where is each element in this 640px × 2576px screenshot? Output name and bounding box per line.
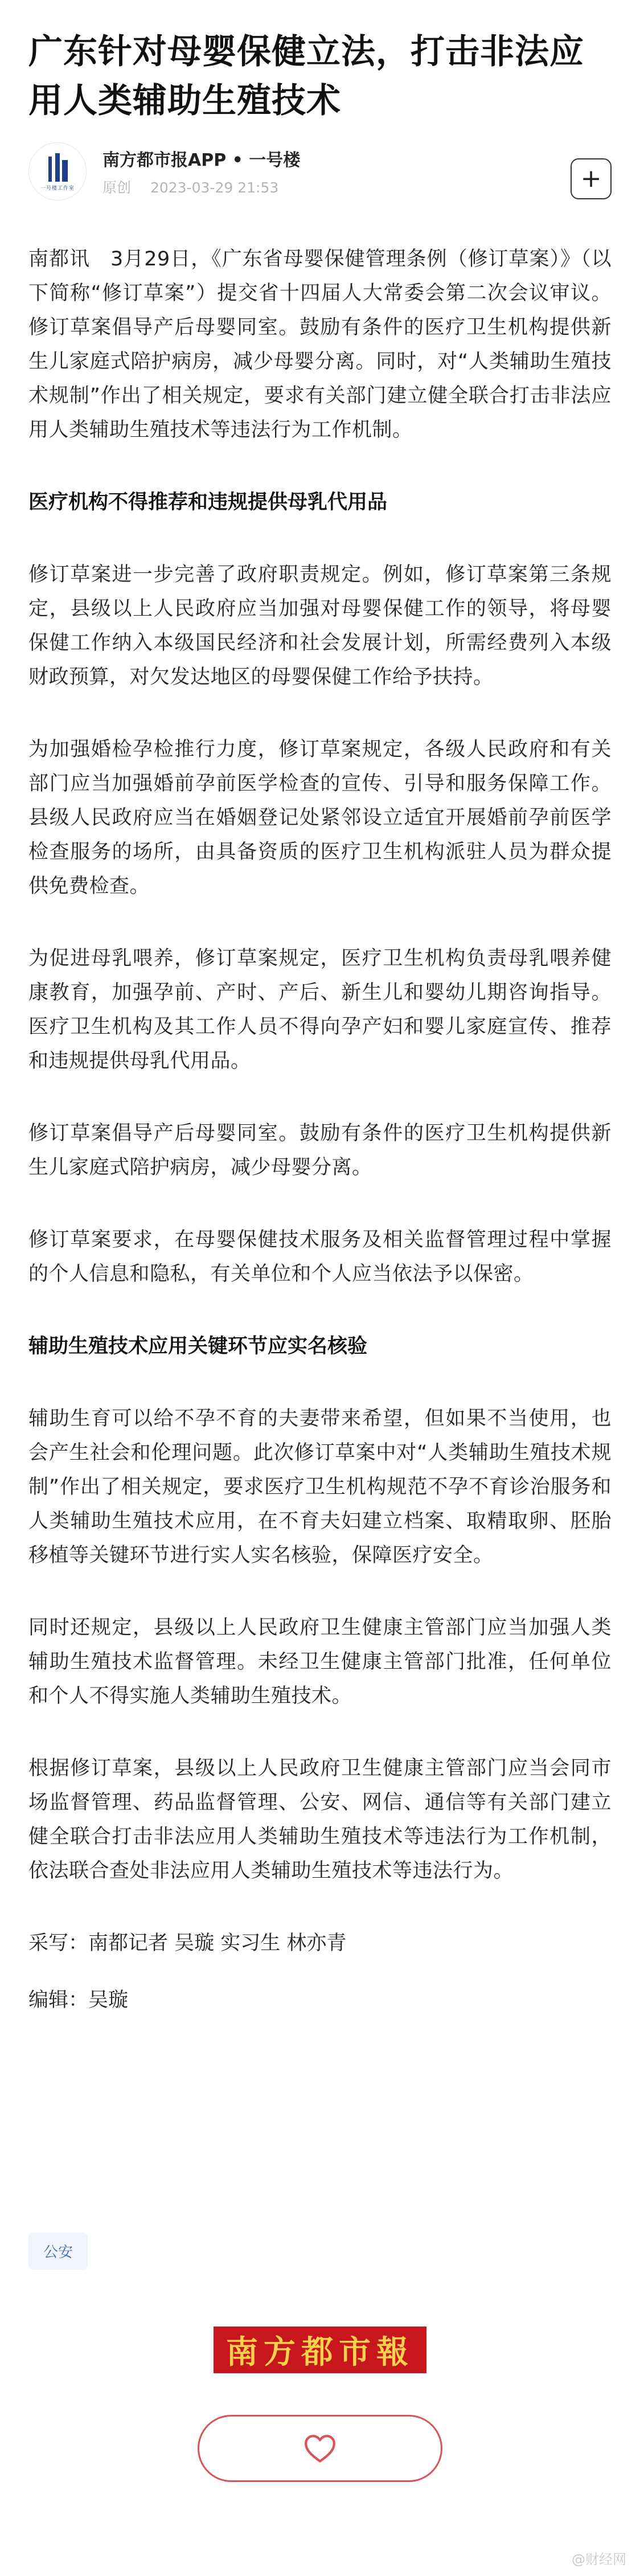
follow-button[interactable] xyxy=(571,158,612,199)
paragraph: 修订草案倡导产后母婴同室。鼓励有条件的医疗卫生机构提供新生儿家庭式陪护病房，减少母婴分离。 xyxy=(28,1122,612,1179)
author-meta xyxy=(102,177,293,197)
original-badge: 原创 xyxy=(102,179,132,196)
logo-tagline: 一号楼工作室 xyxy=(40,186,75,191)
newspaper-masthead: 南方都市報 xyxy=(214,2327,426,2373)
source-watermark: @财经网 xyxy=(572,2552,626,2567)
section-heading: 辅助生殖技术应用关键环节应实名核验 xyxy=(28,1335,368,1358)
section-heading: 医疗机构不得推荐和违规提供母乳代用品 xyxy=(28,491,388,514)
paragraph: 根据修订草案，县级以上人民政府卫生健康主管部门应当会同市场监督管理、药品监督管理、公安、网信、通信等有关部门建立健全联合打击非法应用人类辅助生殖技术等违法行为工作机制，依法联合查处非法应用人类辅助生殖技术等违法行为。 xyxy=(28,1757,612,1882)
heart-icon xyxy=(303,2434,337,2463)
logo-mark-bar-3 xyxy=(62,160,68,182)
logo-mark-bar-2 xyxy=(55,153,60,182)
topic-tag[interactable]: 公安 xyxy=(28,2233,88,2270)
editor-credit: 编辑：吴璇 xyxy=(28,1989,129,2012)
logo-mark-bar-1 xyxy=(48,157,52,182)
article-title: 广东针对母婴保健立法，打击非法应用人类辅助生殖技术 xyxy=(28,32,584,121)
plus-icon: + xyxy=(580,164,602,193)
author-name[interactable]: 南方都市报APP • 一号楼 xyxy=(102,150,301,170)
paragraph: 南都讯 3月29日，《广东省母婴保健管理条例（修订草案）》（以下简称“修订草案”）提交省十四届人大常委会第二次会议审议。修订草案倡导产后母婴同室。鼓励有条件的医疗卫生机构提供新生儿家庭式陪护病房，减少母婴分离。同时，对“人类辅助生殖技术规制”作出了相关规定，要求有关部门建立健全联合打击非法应用人类辅助生殖技术等违法行为工作机制。 xyxy=(28,248,612,441)
paragraph: 修订草案进一步完善了政府职责规定。例如，修订草案第三条规定，县级以上人民政府应当加强对母婴保健工作的领导，将母婴保健工作纳入本级国民经济和社会发展计划，所需经费列入本级财政预算，对欠发达地区的母婴保健工作给予扶持。 xyxy=(28,563,612,689)
paragraph: 为加强婚检孕检推行力度，修订草案规定，各级人民政府和有关部门应当加强婚前孕前医学检查的宣传、引导和服务保障工作。县级人民政府应当在婚姻登记处紧邻设立适宜开展婚前孕前医学检查服务的场所，由具备资质的医疗卫生机构派驻人员为群众提供免费检查。 xyxy=(28,738,612,898)
author-row xyxy=(28,142,612,211)
like-button[interactable] xyxy=(198,2415,442,2482)
paragraph: 为促进母乳喂养，修订草案规定，医疗卫生机构负责母乳喂养健康教育，加强孕前、产时、产后、新生儿和婴幼儿期咨询指导。医疗卫生机构及其工作人员不得向孕产妇和婴儿家庭宣传、推荐和违规提供母乳代用品。 xyxy=(28,947,612,1072)
paragraph: 同时还规定，县级以上人民政府卫生健康主管部门应当加强人类辅助生殖技术监督管理。未经卫生健康主管部门批准，任何单位和个人不得实施人类辅助生殖技术。 xyxy=(28,1616,612,1707)
article-body xyxy=(28,242,612,2040)
paragraph: 修订草案要求，在母婴保健技术服务及相关监督管理过程中掌握的个人信息和隐私，有关单位和个人应当依法予以保密。 xyxy=(28,1228,612,1285)
paragraph: 辅助生育可以给不孕不育的夫妻带来希望，但如果不当使用，也会产生社会和伦理问题。此次修订草案中对“人类辅助生殖技术规制”作出了相关规定，要求医疗卫生机构规范不孕不育诊治服务和人类辅助生殖技术应用，在不育夫妇建立档案、取精取卵、胚胎移植等关键环节进行实人实名核验，保障医疗安全。 xyxy=(28,1407,612,1567)
publish-date: 2023-03-29 21:53 xyxy=(150,179,279,196)
author-avatar[interactable] xyxy=(28,142,87,200)
reporter-credit: 采写：南都记者 吴璇 实习生 林亦青 xyxy=(28,1932,347,1955)
